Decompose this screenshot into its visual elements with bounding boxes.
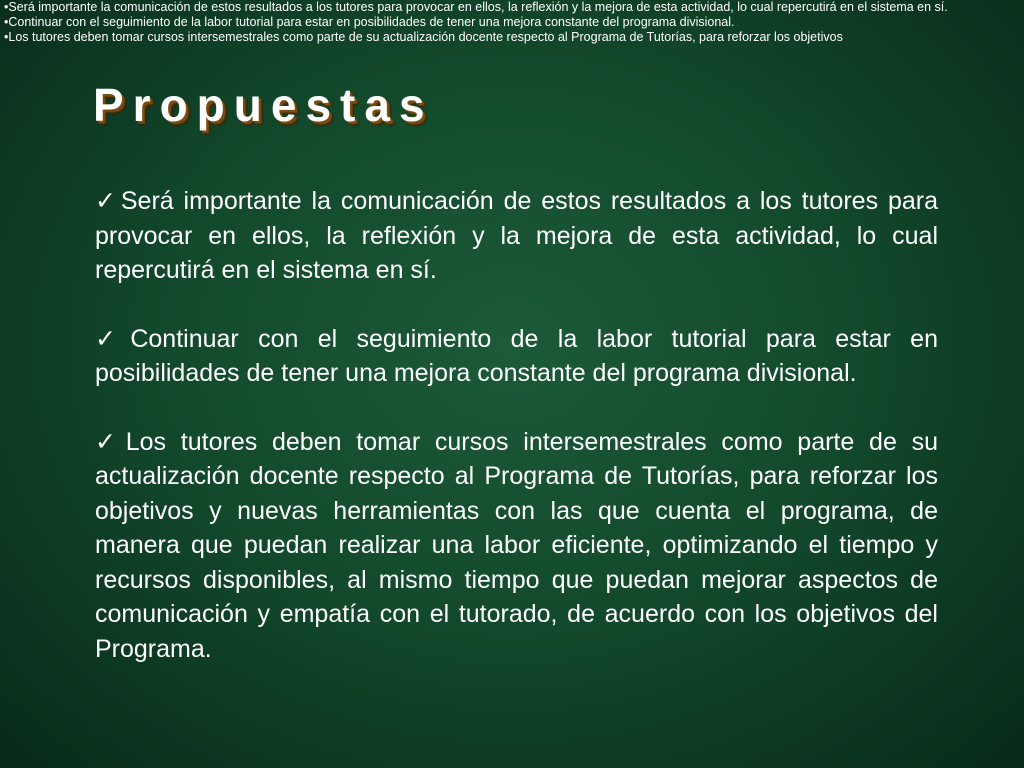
- check-mark-icon: ✓: [95, 324, 129, 353]
- bullet-text: Los tutores deben tomar cursos intersemestrales como parte de su actualización docente respecto al Programa de Tutorías, para reforzar los objetivos y nuevas herramientas con las que cuenta el programa, de manera que puedan realizar una labor eficiente, optimizando el tiempo y recursos disponibles, al mismo tiempo que puedan mejorar aspectos de comunicación y empatía con el tutorado, de acuerdo con los objetivos del Programa.: [95, 427, 938, 663]
- top-notes: [4, 0, 1024, 45]
- bullet-item: [95, 184, 938, 288]
- check-mark-icon: ✓: [95, 427, 124, 456]
- bullet-text: Continuar con el seguimiento de la labor tutorial para estar en posibilidades de tener una mejora constante del programa divisional.: [95, 324, 938, 387]
- bullet-list: [95, 184, 938, 700]
- top-note: •Será importante la comunicación de estos resultados a los tutores para provocar en ellos, la reflexión y la mejora de esta actividad, lo cual repercutirá en el sistema en sí.: [4, 0, 948, 14]
- bullet-item: [95, 425, 938, 667]
- bullet-item: [95, 322, 938, 391]
- slide-title: Propuestas: [93, 79, 434, 131]
- bullet-text: Será importante la comunicación de estos resultados a los tutores para provocar en ellos, la reflexión y la mejora de esta actividad, lo cual repercutirá en el sistema en sí.: [95, 187, 938, 284]
- top-note: •Los tutores deben tomar cursos intersemestrales como parte de su actualización docente respecto al Programa de Tutorías, para reforzar los objetivos: [4, 30, 843, 44]
- check-mark-icon: ✓: [95, 187, 119, 215]
- top-note: •Continuar con el seguimiento de la labor tutorial para estar en posibilidades de tener una mejora constante del programa divisional.: [4, 15, 735, 29]
